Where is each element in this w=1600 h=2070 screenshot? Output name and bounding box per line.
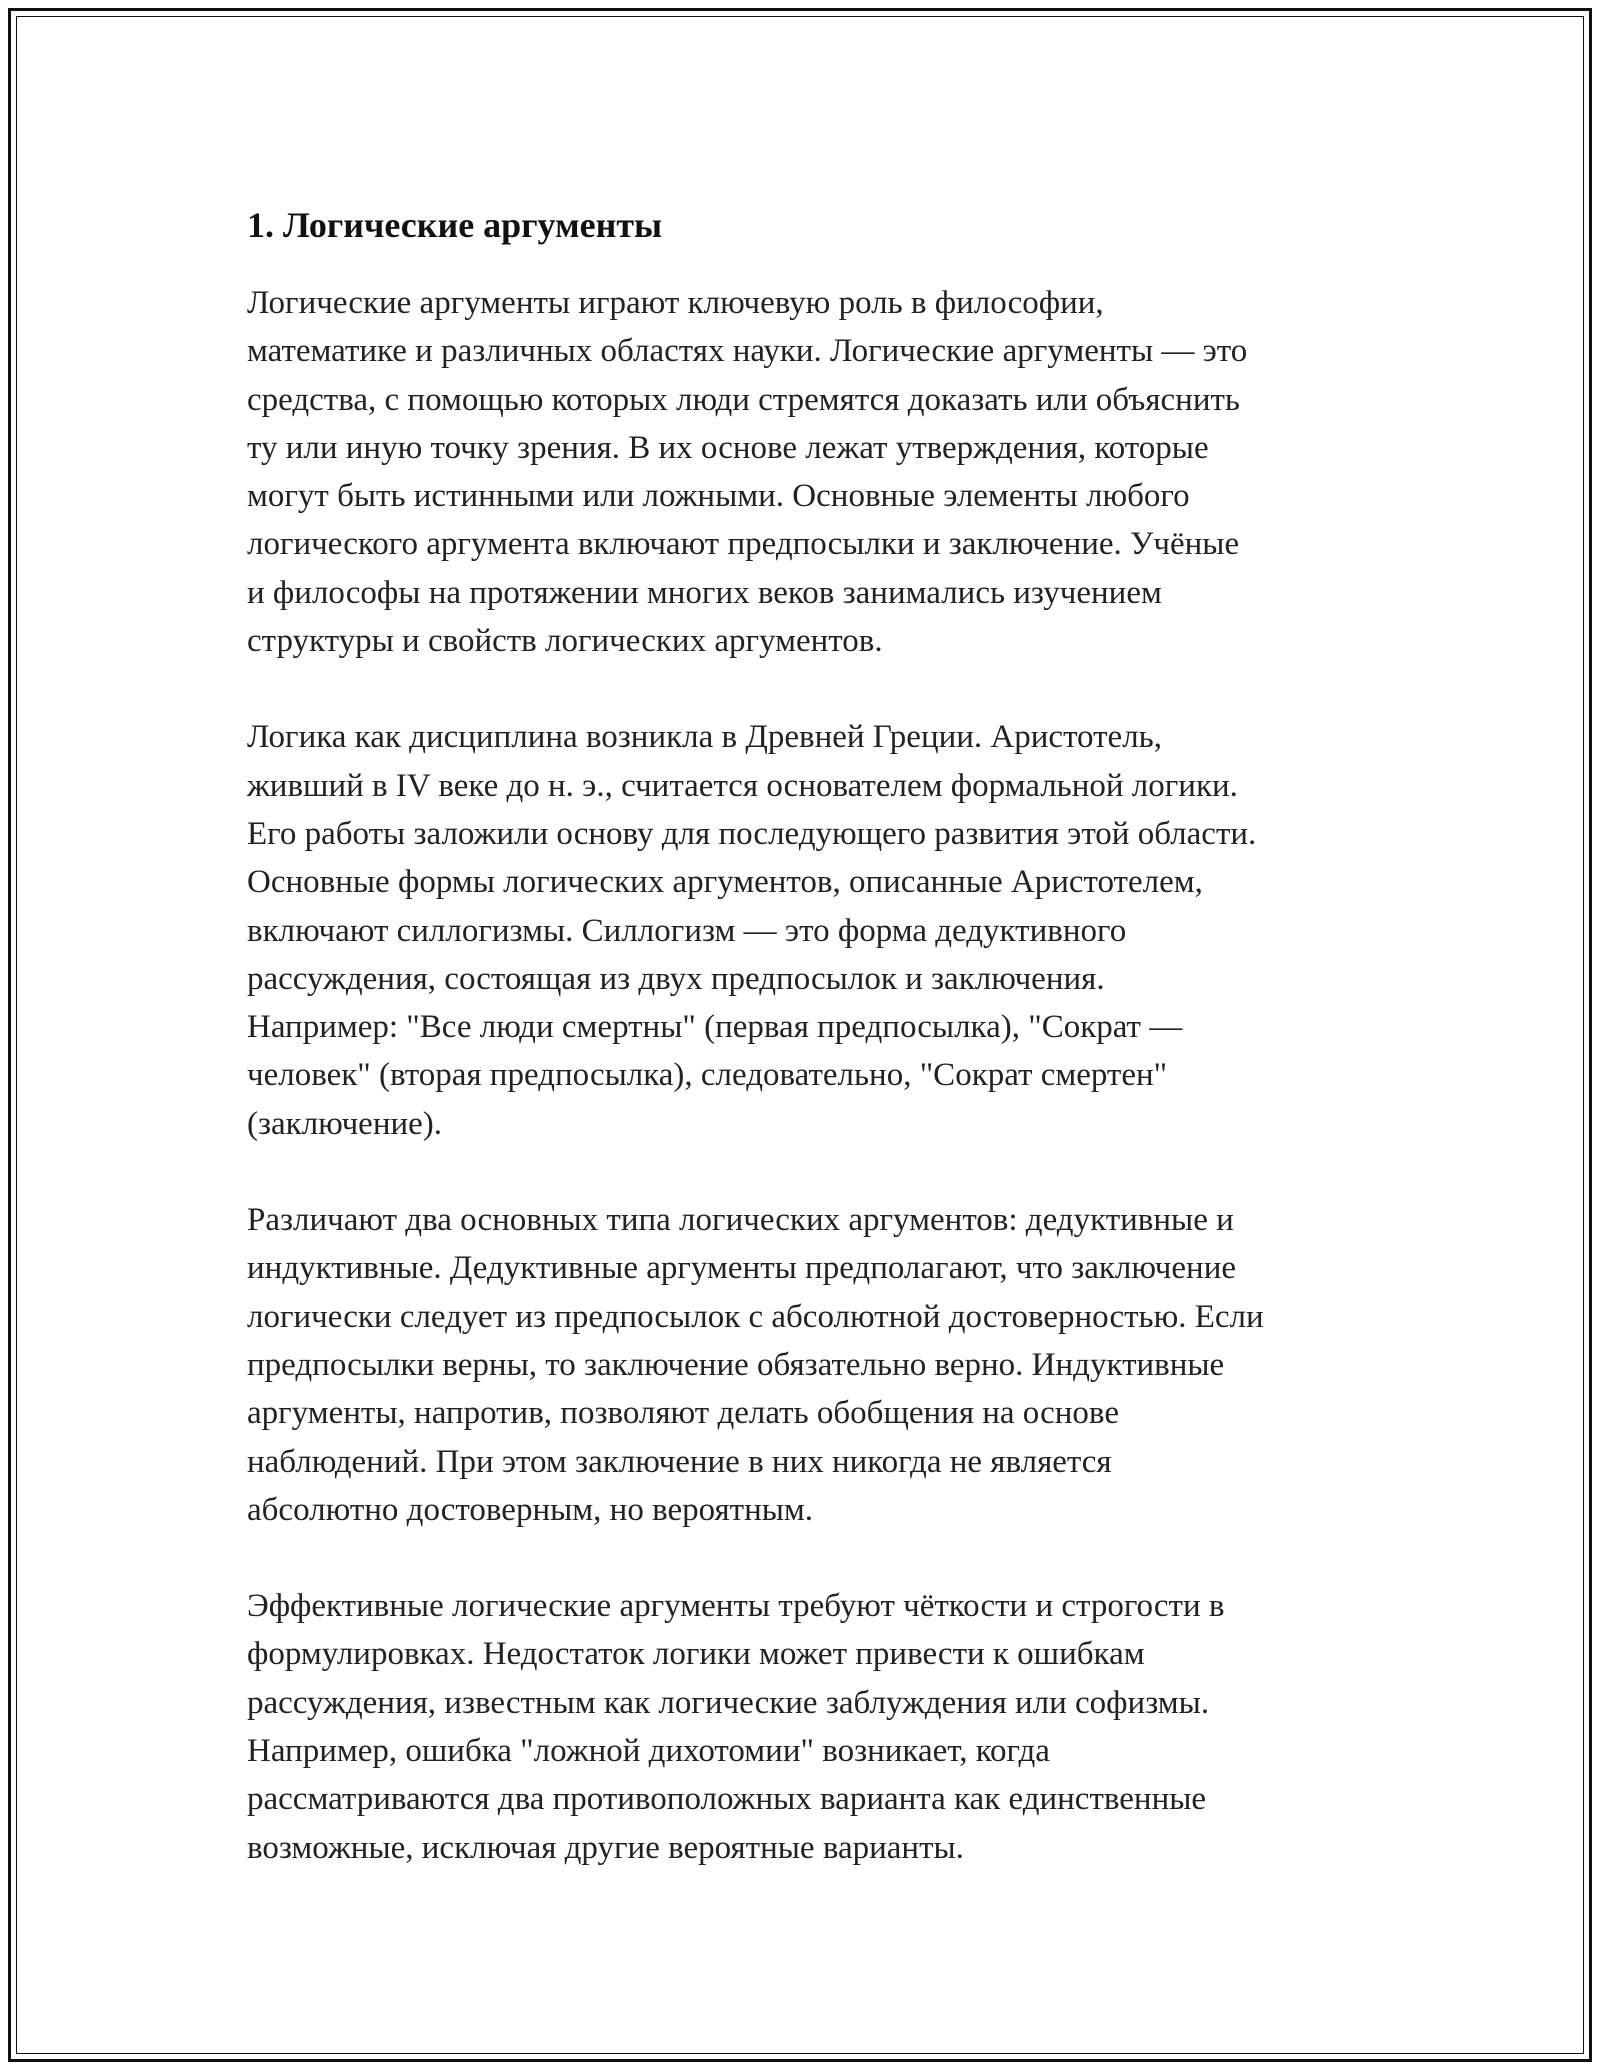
paragraph-types: Различают два основных типа логических аргументов: дедуктивные и индуктивные. Дедуктивные аргументы предполагают, что заключение логически следует из предпосылок с абсолютной достоверностью. Если предпосылки верны, то заключение обязательно верно. Индуктивные аргументы, напротив, позволяют делать обобщения на основе наблюдений. При этом заключение в них никогда не является абсолютно достоверным, но вероятным. [247, 1202, 1264, 1528]
section-heading: 1. Логические аргументы [247, 205, 663, 245]
paragraph-fallacies: Эффективные логические аргументы требуют чёткости и строгости в формулировках. Недостаток логики может привести к ошибкам рассуждения, известным как логические заблуждения или софизмы. Например, ошибка "ложной дихотомии" возникает, когда рассматриваются два противоположных варианта как единственные возможные, исключая другие вероятные варианты. [247, 1588, 1225, 1866]
page-frame [8, 8, 1592, 2062]
paragraph-history: Логика как дисциплина возникла в Древней Греции. Аристотель, живший в IV веке до н. э., считается основателем формальной логики. Его работы заложили основу для последующего развития этой области. Основные формы логических аргументов, описанные Аристотелем, включают силлогизмы. Силлогизм — это форма дедуктивного рассуждения, состоящая из двух предпосылок и заключения. Например: "Все люди смертны" (первая предпосылка), "Сократ — человек" (вторая предпосылка), следовательно, "Сократ смертен" (заключение). [247, 719, 1257, 1142]
document-body [247, 201, 1387, 1920]
paragraph-intro: Логические аргументы играют ключевую роль в философии, математике и различных областях науки. Логические аргументы — это средства, с помощью которых люди стремятся доказать или объяснить ту или иную точку зрения. В их основе лежат утверждения, которые могут быть истинными или ложными. Основные элементы любого логического аргумента включают предпосылки и заключение. Учёные и философы на протяжении многих веков занимались изучением структуры и свойств логических аргументов. [247, 285, 1248, 660]
